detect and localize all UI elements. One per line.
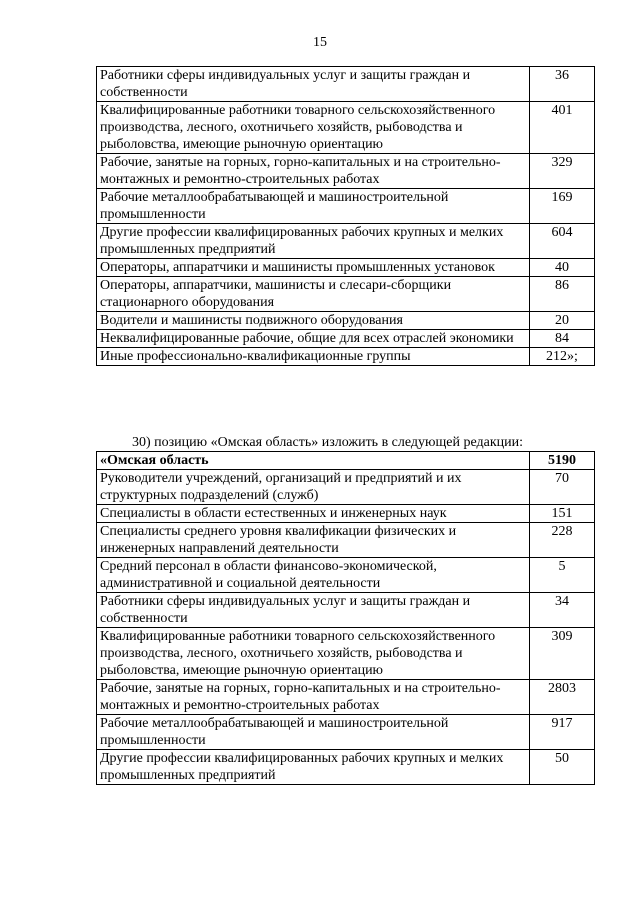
row-label: Работники сферы индивидуальных услуг и защиты граждан и собственности [97,593,530,628]
row-value: 40 [530,259,595,277]
row-label: Руководители учреждений, организаций и предприятий и их структурных подразделений (служб) [97,470,530,505]
row-label: Иные профессионально-квалификационные группы [97,348,530,366]
row-value: 36 [530,67,595,102]
row-value: 917 [530,715,595,750]
row-value: 34 [530,593,595,628]
row-value: 2803 [530,680,595,715]
row-label: Специалисты среднего уровня квалификации физических и инженерных направлений деятельности [97,523,530,558]
omsk-region-table [96,451,595,785]
row-value: 5 [530,558,595,593]
row-label: Другие профессии квалифицированных рабочих крупных и мелких промышленных предприятий [97,750,530,785]
row-value: 70 [530,470,595,505]
row-value: 401 [530,102,595,154]
row-label: Операторы, аппаратчики и машинисты промышленных установок [97,259,530,277]
table-row [97,67,595,102]
row-value: 329 [530,154,595,189]
row-label: Рабочие, занятые на горных, горно-капитальных и на строительно-монтажных и ремонтно-строительных работах [97,154,530,189]
row-label: Другие профессии квалифицированных рабочих крупных и мелких промышленных предприятий [97,224,530,259]
table-row [97,470,595,505]
row-value: 169 [530,189,595,224]
table-row [97,102,595,154]
row-label: Рабочие металлообрабатывающей и машиностроительной промышленности [97,715,530,750]
amendment-paragraph-30: 30) позицию «Омская область» изложить в следующей редакции: [132,435,524,450]
row-value: 20 [530,312,595,330]
table-row [97,277,595,312]
row-label: Средний персонал в области финансово-экономической, административной и социальной деятельности [97,558,530,593]
occupation-table-continued [96,66,595,366]
row-value: 50 [530,750,595,785]
row-label: Рабочие, занятые на горных, горно-капитальных и на строительно-монтажных и ремонтно-строительных работах [97,680,530,715]
table-row [97,505,595,523]
table-row [97,154,595,189]
table-row [97,715,595,750]
row-value: 84 [530,330,595,348]
row-value: 212»; [530,348,595,366]
row-value: 228 [530,523,595,558]
row-value: 604 [530,224,595,259]
table-row [97,259,595,277]
row-label: Квалифицированные работники товарного сельскохозяйственного производства, лесного, охотничьего хозяйств, рыбоводства и рыболовства, имеющие рыночную ориентацию [97,628,530,680]
row-label: Специалисты в области естественных и инженерных наук [97,505,530,523]
row-label: Квалифицированные работники товарного сельскохозяйственного производства, лесного, охотничьего хозяйств, рыбоводства и рыболовства, имеющие рыночную ориентацию [97,102,530,154]
table-row [97,330,595,348]
table-row [97,750,595,785]
row-value: 86 [530,277,595,312]
table-row [97,593,595,628]
table-row [97,558,595,593]
region-total: 5190 [530,452,595,470]
row-label: Водители и машинисты подвижного оборудования [97,312,530,330]
region-name: «Омская область [97,452,530,470]
row-value: 151 [530,505,595,523]
table-row [97,680,595,715]
table-row [97,628,595,680]
table-row [97,312,595,330]
row-label: Неквалифицированные рабочие, общие для всех отраслей экономики [97,330,530,348]
row-label: Работники сферы индивидуальных услуг и защиты граждан и собственности [97,67,530,102]
row-label: Рабочие металлообрабатывающей и машиностроительной промышленности [97,189,530,224]
table-row [97,348,595,366]
page-number: 15 [313,35,327,50]
region-heading-row [97,452,595,470]
table-row [97,523,595,558]
table-row [97,224,595,259]
table-row [97,189,595,224]
row-value: 309 [530,628,595,680]
row-label: Операторы, аппаратчики, машинисты и слесари-сборщики стационарного оборудования [97,277,530,312]
